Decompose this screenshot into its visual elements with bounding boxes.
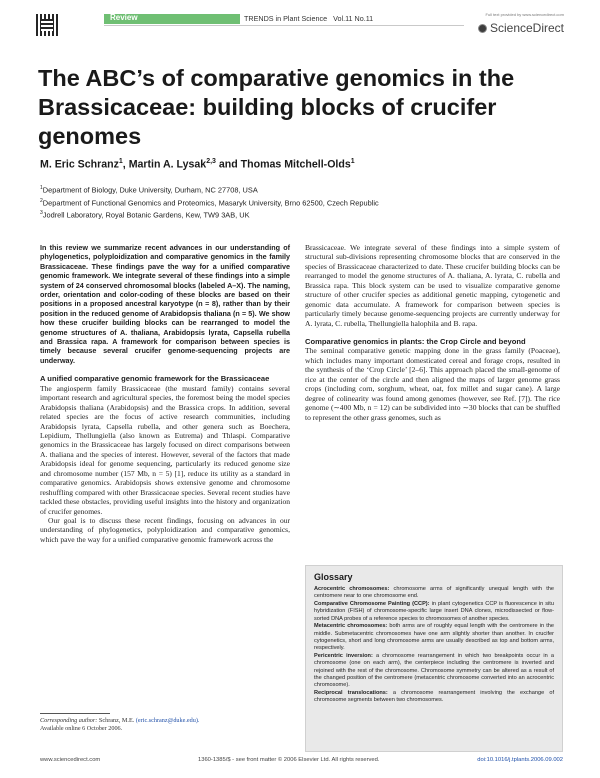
- footer-issn: 1360-1385/$ - see front matter © 2006 Elsevier Ltd. All rights reserved.: [198, 757, 380, 763]
- qr-code-icon: [36, 14, 58, 36]
- glossary-entry: [314, 690, 554, 705]
- glossary-term: Metacentric chromosomes:: [314, 623, 388, 630]
- author-list: [40, 158, 355, 171]
- affiliation-line: [40, 183, 580, 196]
- affiliation-line: [40, 196, 580, 209]
- header-divider: [104, 25, 464, 26]
- glossary-term: Pericentric inversion:: [314, 653, 373, 660]
- glossary-definition: both arms are of roughly equal length with the centromere in the middle. Submetacentric chromosomes have one arm slightly shorter than another. In crucifer cytogenetics, short and long chromosome arms are usually described as top and bottom arms, respectively.: [314, 623, 554, 652]
- affiliation-text: Department of Biology, Duke University, Durham, NC 27708, USA: [42, 185, 258, 195]
- body-paragraph: The seminal comparative genetic mapping done in the grass family (Poaceae), which includes many important domesticated cereal and forage crops, resulted in the synthesis of the ‘Crop Circle’ [2–6]. This approach placed the small-genome of rice at the center of the circle and then aligned the maps of larger genome grass crops (including corn, sorghum, wheat, oat, fox millet and sugar cane). A large degree of colinearity was found among genomes (however, see Ref. [7]). The rice genome (∼400 Mb, n = 12) can be subdivided into ∼30 blocks that can be shuffled to represent the other grass genomes, such as: [305, 346, 560, 422]
- footnote-divider: [40, 713, 110, 714]
- footer-website-link[interactable]: www.sciencedirect.com: [40, 757, 101, 763]
- article-title: The ABC’s of comparative genomics in the Brassicaceae: building blocks of crucifer genomes: [38, 65, 515, 149]
- body-paragraph: The angiosperm family Brassicaceae (the mustard family) contains several important research and agricultural species, the foremost being the model species Arabidopsis thaliana (Arabidopsis) and the Brassica crops. In addition, several related species are the focus of active research communities, including Arabidopsis lyrata, Capsella rubella, and other genera such as Boechera, Lepidium, Thellungiella (also known as Eutrema) and Thlaspi. Comparative genomics in the Brassicaceae has largely focused on direct comparisons between A. thaliana and the species of interest. However, several of the factors that made Arabidopsis ideal for genome sequencing, particularly its reduced genome size and chromosome number (157 Mb, n = 5) [1], reduce its utility as a standard in comparative genomics. Arabidopsis shows extensive genome and chromosome reshuffling compared with other Brassicaceae species. Several recent studies have tackled these obstacles, providing useful insights into the history and organization of crucifer genomes.: [40, 383, 290, 516]
- body-paragraph: Our goal is to discuss these recent findings, focusing on advances in our understanding of phylogenetics, polyploidization and comparative genomics, which pave the way for a unified comparative genomic framework across the: [40, 516, 290, 544]
- glossary-title: Glossary: [314, 572, 353, 582]
- corresponding-email-link[interactable]: (eric.schranz@duke.edu).: [135, 717, 200, 724]
- footnote: [40, 717, 290, 733]
- journal-info: [244, 14, 377, 23]
- corresponding-name: Schranz, M.E.: [98, 717, 135, 724]
- author-name: Martin A. Lysak: [128, 158, 207, 171]
- author-affiliation-mark: 2,3: [206, 158, 216, 165]
- affiliation-text: Jodrell Laboratory, Royal Botanic Gardens, Kew, TW9 3AB, UK: [42, 210, 250, 220]
- glossary-entry: [314, 586, 554, 601]
- section-heading: Comparative genomics in plants: the Crop Circle and beyond: [305, 337, 526, 347]
- affiliation-number: 2: [40, 197, 43, 204]
- glossary-term: Comparative Chromosome Painting (CCP):: [314, 601, 430, 608]
- section-heading: A unified comparative genomic framework for the Brassicaceae: [40, 374, 270, 384]
- author-separator: ,: [122, 158, 129, 171]
- sciencedirect-mark-icon: [478, 24, 487, 33]
- page-footer: [40, 757, 563, 763]
- author-separator: and: [215, 158, 241, 171]
- author-affiliation-mark: 1: [350, 158, 355, 165]
- sciencedirect-label: ScienceDirect: [489, 21, 564, 35]
- publisher-fine-print: Full text provided by www.sciencedirect.com: [485, 12, 564, 17]
- glossary-definition: a chromosome rearrangement involving the exchange of chromosome segments between two chromosomes.: [314, 690, 554, 704]
- glossary-term: Acrocentric chromosomes:: [314, 586, 390, 592]
- affiliation-number: 1: [40, 185, 43, 191]
- journal-volume: Vol.11 No.11: [333, 14, 374, 23]
- corresponding-author: [40, 717, 290, 725]
- glossary-definition: in plant cytogenetics CCP is fluorescence in situ hybridization (FISH) of chromosome-specific large insert DNA clones, microdissected or flow-sorted DNA probes of a reference species to chromosomes of another species.: [314, 601, 554, 622]
- affiliation-number: 3: [40, 210, 43, 217]
- footer-doi-link[interactable]: doi:10.1016/j.tplants.2006.09.002: [477, 757, 563, 763]
- left-column: [40, 243, 290, 544]
- right-column: [305, 243, 560, 422]
- author-name: Thomas Mitchell-Olds: [240, 158, 351, 171]
- author-name: M. Eric Schranz: [40, 158, 119, 171]
- section-label: Review: [110, 13, 138, 22]
- corresponding-label: Corresponding author:: [40, 717, 98, 724]
- glossary-definition: chromosome arms of significantly unequal length with the centromere near to one chromosome end.: [314, 586, 554, 600]
- affiliations: [40, 183, 580, 221]
- glossary-box: [305, 565, 563, 752]
- glossary-entry: [314, 601, 554, 623]
- body-paragraph: Brassicaceae. We integrate several of these findings into a simple system of structural sub-divisions representing chromosome blocks that are conserved in the species of Brassicaceae characterized to date. These crucifer building blocks can be rearranged to model the genome structures of A. thaliana, A. lyrata, C. rubella and Brassica rapa. This block system can be used to visualize comparative genome structure of other crucifer species as additional genetic mapping, cytogenetic and genomic data accumulate. A framework for comparison between species is particularly timely because genome-sequencing projects are currently underway for A. lyrata, C. rubella, Thellungiella halophila and B. rapa.: [305, 243, 560, 328]
- journal-name: TRENDS in Plant Science: [244, 14, 328, 23]
- glossary-entry: [314, 653, 554, 689]
- available-online: Available online 6 October 2006.: [40, 725, 123, 732]
- affiliation-text: Department of Functional Genomics and Proteomics, Masaryk University, Brno 62500, Czech Republic: [42, 198, 379, 208]
- glossary-entry: [314, 623, 554, 652]
- abstract: In this review we summarize recent advances in our understanding of phylogenetics, polyploidization and comparative genomics in the family Brassicaceae. These findings pave the way for a unified comparative genomic framework. We integrate several of these findings into a simple system of 24 conserved chromosomal blocks (labeled A–X). The naming, order, orientation and color-coding of these blocks are based on their positions in a proposed ancestral karyotype (n = 8), rather than by their position in the reduced genome of Arabidopsis thaliana (n = 5). We show how these crucifer building blocks can be rearranged to model the genome structures of A. thaliana, Arabidopsis lyrata, Capsella rubella and Brassica rapa. A framework for comparison between species is timely because several crucifer genome-sequencing projects are underway.: [40, 243, 290, 365]
- affiliation-line: [40, 208, 580, 221]
- glossary-term: Reciprocal translocations:: [314, 690, 388, 697]
- glossary-definition: a chromosome rearrangement in which two breakpoints occur in a chromosome (one on each arm), the centerpiece including the centromere is inverted and rejoined with the rest of the chromosome. Chromosome symmetry can be altered as a result of the changed position of the centromere (metacentric chromosome converted into an acrocentric chromosome).: [314, 653, 554, 689]
- author-affiliation-mark: 1: [118, 158, 123, 165]
- sciencedirect-logo[interactable]: [478, 21, 564, 35]
